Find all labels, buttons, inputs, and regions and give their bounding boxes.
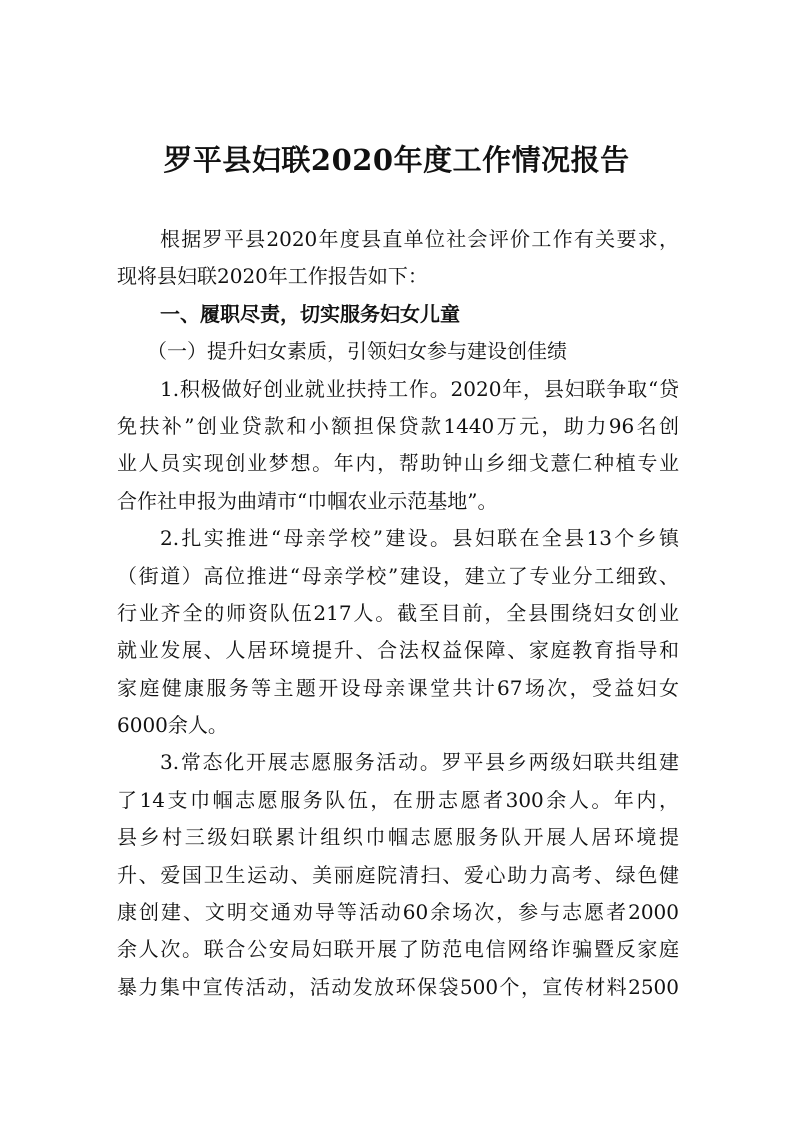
paragraph-line: 3.常态化开展志愿服务活动。罗平县乡两级妇联共组建 — [160, 750, 679, 775]
subsection-heading: （一）提升妇女素质，引领妇女参与建设创佳绩 — [147, 339, 567, 364]
paragraph-line: 免扶补”创业贷款和小额担保贷款1440万元，助力96名创 — [117, 413, 679, 438]
paragraph-line: 业人员实现创业梦想。年内，帮助钟山乡细戈薏仁种植专业 — [117, 451, 679, 476]
paragraph-line: 1.积极做好创业就业扶持工作。2020年，县妇联争取“贷 — [160, 376, 679, 401]
paragraph-line: 就业发展、人居环境提升、合法权益保障、家庭教育指导和 — [117, 638, 679, 663]
paragraph-line: 了14支巾帼志愿服务队伍，在册志愿者300余人。年内， — [117, 787, 679, 812]
paragraph-line: 现将县妇联2020年工作报告如下： — [117, 264, 428, 289]
paragraph-line: 2.扎实推进“母亲学校”建设。县妇联在全县13个乡镇 — [160, 526, 679, 551]
paragraph-line: 根据罗平县2020年度县直单位社会评价工作有关要求， — [160, 227, 679, 251]
document-body — [117, 221, 679, 1006]
paragraph-line: （街道）高位推进“母亲学校”建设，建立了专业分工细致、 — [117, 563, 679, 588]
paragraph-line: 余人次。联合公安局妇联开展了防范电信网络诈骗暨反家庭 — [117, 937, 679, 962]
paragraph-line: 升、爱国卫生运动、美丽庭院清扫、爱心助力高考、绿色健 — [117, 862, 679, 887]
paragraph-line: 行业齐全的师资队伍217人。截至目前，全县围绕妇女创业 — [117, 600, 679, 625]
paragraph-line: 暴力集中宣传活动，活动发放环保袋500个，宣传材料2500 — [117, 974, 679, 999]
paragraph-line: 县乡村三级妇联累计组织巾帼志愿服务队开展人居环境提 — [117, 825, 679, 850]
paragraph-line: 6000余人。 — [117, 713, 228, 738]
section-heading: 一、履职尽责，切实服务妇女儿童 — [160, 301, 460, 326]
document-title: 罗平县妇联2020年度工作情况报告 — [163, 143, 630, 177]
paragraph-line: 家庭健康服务等主题开设母亲课堂共计67场次，受益妇女 — [117, 675, 679, 700]
paragraph-line: 康创建、文明交通劝导等活动60余场次，参与志愿者2000 — [117, 900, 679, 925]
paragraph-line: 合作社申报为曲靖市“巾帼农业示范基地”。 — [117, 488, 498, 513]
